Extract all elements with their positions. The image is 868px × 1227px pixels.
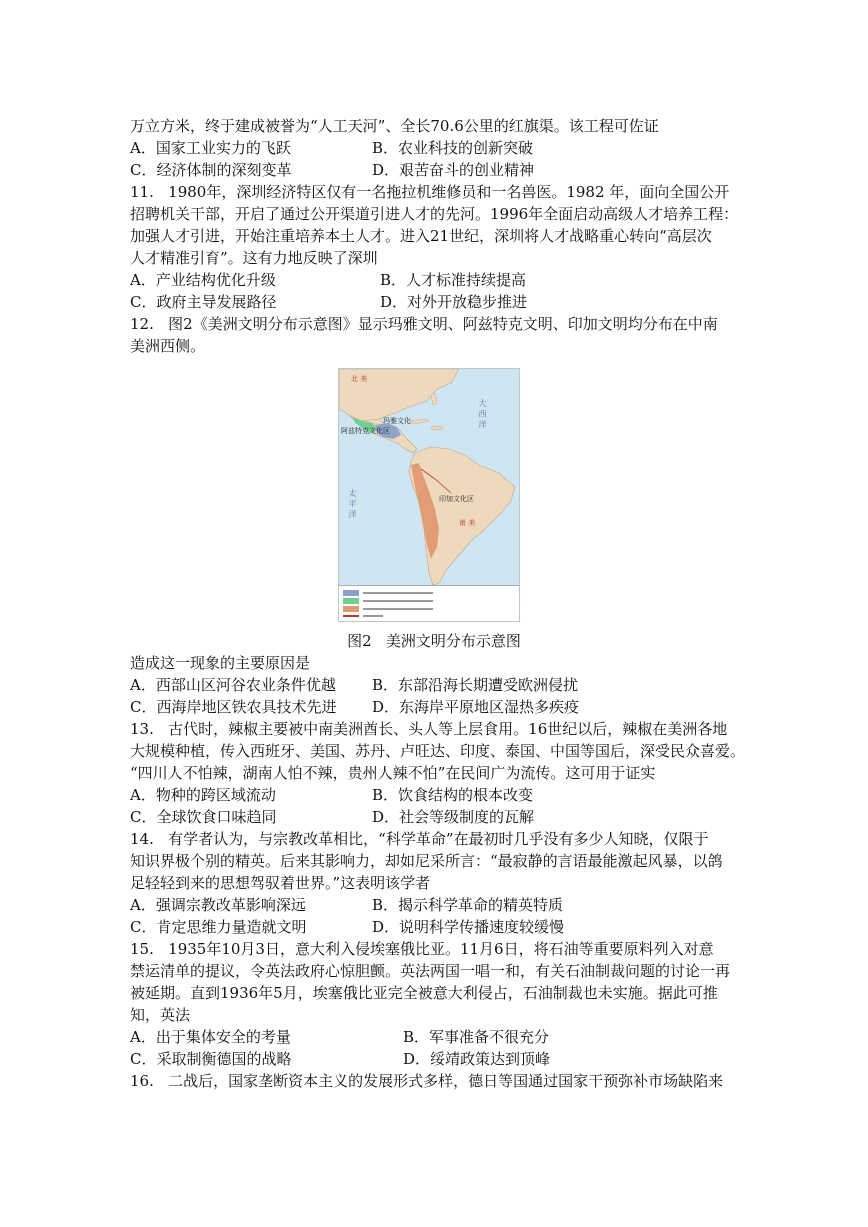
legend-swatch-route [343, 615, 359, 617]
figure-caption: 图2 美洲文明分布示意图 [347, 632, 521, 650]
inca-zone-label: 印加文化区 [439, 495, 474, 503]
q13-stem-line-3: “四川人不怕辣，湖南人怕不辣，贵州人辣不怕”在民间广为流传。这可用于证实 [130, 764, 656, 782]
q15-option-d[interactable]: D．绥靖政策达到顶峰 [403, 1050, 551, 1068]
q12-stem-line-1: 12. 图2《美洲文明分布示意图》显示玛雅文明、阿兹特克文明、印加文明均分布在中南 [130, 315, 718, 333]
q12-stem-line-2: 美洲西侧。 [130, 337, 206, 355]
maya-zone-label: 玛雅文化 [383, 417, 411, 425]
map-graphic [339, 369, 519, 585]
q14-stem-line-2: 知识界极个别的精英。后来其影响力，却如尼采所言：“最寂静的言语最能激起风暴，以鸽 [130, 852, 723, 870]
q10-option-c[interactable]: C．经济体制的深刻变革 [130, 161, 292, 179]
q11-stem-line-1: 11. 1980年，深圳经济特区仅有一名拖拉机维修员和一名兽医。1982 年，面向全国公开 [130, 183, 730, 201]
atlantic-ocean-label: 大 西 洋 [478, 399, 487, 429]
legend-swatch-inca [343, 606, 359, 612]
q15-stem-line-2: 禁运清单的提议，令英法政府心惊胆颤。英法两国一唱一和，有关石油制裁问题的讨论一再 [130, 962, 731, 980]
q11-option-d[interactable]: D．对外开放稳步推进 [380, 293, 528, 311]
q11-stem-line-3: 加强人才引进，开始注重培养本土人才。进入21世纪，深圳将人才战略重心转向“高层次 [130, 227, 712, 245]
q13-stem-line-1: 13. 古代时，辣椒主要被中南美洲酋长、头人等上层食用。16世纪以后，辣椒在美洲各地 [130, 720, 728, 738]
q14-stem-line-1: 14. 有学者认为，与宗教改革相比，“科学革命”在最初时几乎没有多少人知晓，仅限于 [130, 830, 709, 848]
q15-option-b[interactable]: B．军事准备不很充分 [403, 1028, 550, 1046]
q11-stem-line-2: 招聘机关干部，开启了通过公开渠道引进人才的先河。1996年全面启动高级人才培养工程： [130, 205, 739, 223]
q13-stem-line-2: 大规模种植，传入西班牙、美国、苏丹、卢旺达、印度、泰国、中国等国后，深受民众喜爱。 [130, 742, 746, 760]
q12-option-b[interactable]: B．东部沿海长期遭受欧洲侵扰 [372, 676, 579, 694]
q10-option-b[interactable]: B．农业科技的创新突破 [372, 139, 534, 157]
q14-option-b[interactable]: B．揭示科学革命的精英特质 [372, 896, 564, 914]
americas-civilization-map [338, 368, 520, 622]
q13-option-b[interactable]: B．饮食结构的根本改变 [372, 786, 534, 804]
legend-text-inca [363, 608, 433, 610]
q11-option-c[interactable]: C．政府主导发展路径 [130, 293, 277, 311]
q15-option-c[interactable]: C．采取制衡德国的战略 [130, 1050, 292, 1068]
q15-stem-line-4: 知，英法 [130, 1006, 191, 1024]
q12-stem-line-3: 造成这一现象的主要原因是 [130, 654, 311, 672]
q10-option-a[interactable]: A．国家工业实力的飞跃 [130, 139, 291, 157]
q13-option-d[interactable]: D．社会等级制度的瓦解 [372, 808, 535, 826]
legend-swatch-aztec [343, 598, 359, 604]
aztec-zone-label: 阿兹特克文化区 [341, 427, 390, 435]
q13-option-c[interactable]: C．全球饮食口味趋同 [130, 808, 277, 826]
q15-stem-line-1: 15. 1935年10月3日，意大利入侵埃塞俄比亚。11月6日，将石油等重要原料列入对意 [130, 940, 714, 958]
q12-option-c[interactable]: C．西海岸地区铁农具技术先进 [130, 698, 337, 716]
q13-option-a[interactable]: A．物种的跨区域流动 [130, 786, 276, 804]
south-america-label: 南 美 [459, 519, 476, 527]
map-legend [339, 585, 519, 622]
q16-stem-line-1: 16. 二战后，国家垄断资本主义的发展形式多样，德日等国通过国家干预弥补市场缺陷来 [130, 1072, 724, 1090]
legend-text-route [363, 615, 383, 617]
legend-text-maya [363, 592, 433, 594]
q14-option-a[interactable]: A．强调宗教改革影响深远 [130, 896, 306, 914]
q14-stem-line-3: 足轻轻到来的思想驾驭着世界。”这表明该学者 [130, 874, 431, 892]
q11-option-a[interactable]: A．产业结构优化升级 [130, 271, 276, 289]
pacific-ocean-label: 太 平 洋 [348, 489, 357, 519]
legend-swatch-maya [343, 590, 359, 596]
q10-stem-line: 万立方米，终于建成被誉为“人工天河”、全长70.6公里的红旗渠。该工程可佐证 [130, 117, 659, 135]
q14-option-c[interactable]: C．肯定思维力量造就文明 [130, 918, 307, 936]
q12-option-a[interactable]: A．西部山区河谷农业条件优越 [130, 676, 336, 694]
q12-option-d[interactable]: D．东海岸平原地区湿热多疾疫 [372, 698, 580, 716]
q11-stem-line-4: 人才精准引育”。这有力地反映了深圳 [130, 249, 378, 267]
q14-option-d[interactable]: D．说明科学传播速度较缓慢 [372, 918, 565, 936]
q10-option-d[interactable]: D．艰苦奋斗的创业精神 [372, 161, 535, 179]
q11-option-b[interactable]: B．人才标准持续提高 [380, 271, 527, 289]
q15-option-a[interactable]: A．出于集体安全的考量 [130, 1028, 291, 1046]
q15-stem-line-3: 被延期。直到1936年5月，埃塞俄比亚完全被意大利侵占，石油制裁也未实施。据此可推 [130, 984, 718, 1002]
north-america-label: 北 美 [351, 375, 368, 383]
legend-text-aztec [363, 600, 433, 602]
